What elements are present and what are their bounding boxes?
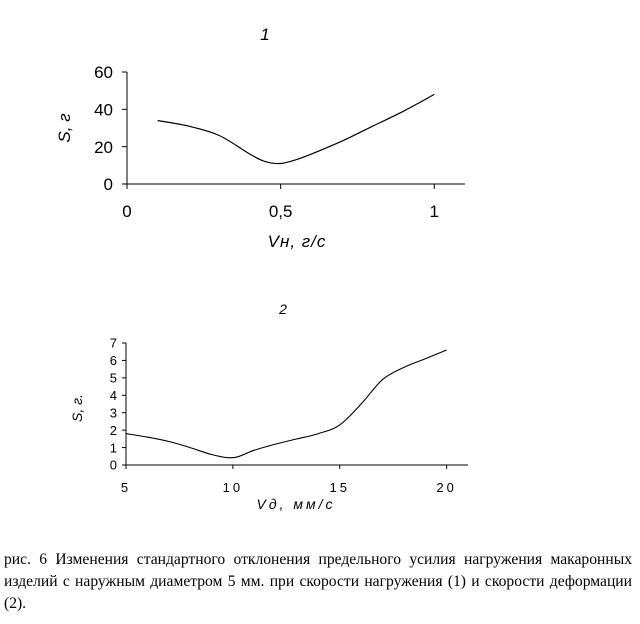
chart-1-ylabel: S, г — [55, 113, 74, 143]
chart-2-x-tick-label: 10 — [222, 480, 244, 495]
chart-1-x-tick-label: 1 — [429, 202, 440, 221]
chart-1-x-tick-label: 0,5 — [268, 202, 293, 221]
chart-2-y-tick-label: 1 — [109, 440, 117, 456]
chart-2-ylabel: S, г. — [69, 394, 85, 422]
chart-1-y-tick-label: 60 — [94, 63, 113, 83]
chart-2-x-tick-label: 20 — [436, 480, 457, 495]
chart-2 — [0, 290, 640, 550]
chart-2-y-tick-label: 2 — [109, 422, 117, 438]
chart-2-x-tick-label: 5 — [120, 480, 132, 495]
chart-2-x-tick-label: 15 — [329, 480, 350, 495]
chart-1-title: 1 — [260, 25, 270, 44]
chart-2-y-tick-label: 7 — [109, 335, 117, 351]
chart-1-y-axis — [94, 63, 127, 194]
chart-1-y-tick-label: 0 — [103, 175, 113, 195]
chart-1 — [0, 0, 640, 270]
chart-1-y-tick-label: 20 — [94, 137, 113, 157]
chart-2-y-tick-label: 4 — [109, 387, 117, 403]
chart-2-y-tick-label: 5 — [109, 370, 117, 386]
chart-2-x-axis — [121, 465, 468, 495]
chart-2-y-tick-label: 0 — [109, 457, 117, 473]
chart-2-xlabel: Vд, мм/с — [256, 496, 336, 512]
chart-2-y-tick-label: 3 — [109, 405, 117, 421]
chart-2-title: 2 — [279, 301, 287, 317]
chart-2-y-axis — [110, 336, 126, 473]
figure-caption: рис. 6 Изменения стандартного отклонения предельного усилия нагружения макаронных изделий с наружным диаметром 5 мм. при скорости нагружения (1) и скорости деформации (2). — [4, 551, 632, 612]
chart-1-xlabel: Vн, г/с — [267, 232, 327, 251]
chart-1-line — [158, 94, 435, 163]
chart-1-y-tick-label: 40 — [94, 100, 113, 120]
chart-2-y-tick-label: 6 — [109, 353, 117, 369]
chart-2-line — [126, 350, 447, 458]
chart-1-x-axis — [122, 184, 465, 221]
chart-1-x-tick-label: 0 — [122, 202, 132, 221]
